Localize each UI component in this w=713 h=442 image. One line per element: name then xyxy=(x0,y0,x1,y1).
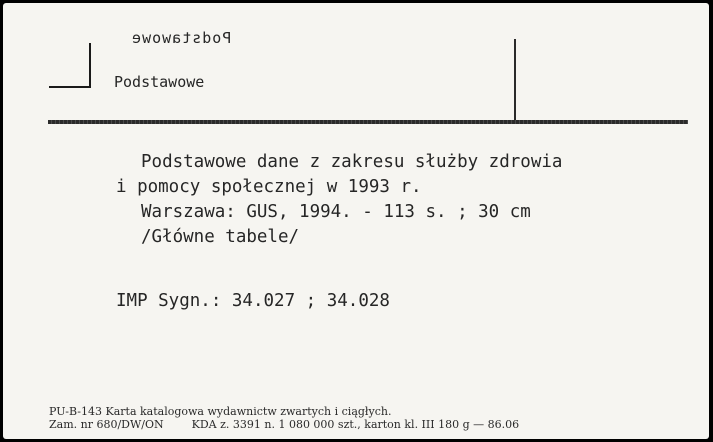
footer-line-1: PU-B-143 Karta katalogowa wydawnictw zwartych i ciągłych. xyxy=(49,405,392,418)
entry-title-line-2: i pomocy społecznej w 1993 r. xyxy=(116,177,422,197)
entry-series-line: /Główne tabele/ xyxy=(141,227,300,247)
vertical-divider xyxy=(514,39,516,121)
catalog-card xyxy=(3,3,709,439)
ghost-bleedthrough-text: Podstawowe xyxy=(131,29,232,47)
call-number-signature: IMP Sygn.: 34.027 ; 34.028 xyxy=(116,291,390,311)
corner-mark-vertical xyxy=(89,43,91,87)
card-heading: Podstawowe xyxy=(114,73,205,91)
corner-mark-horizontal xyxy=(49,86,91,88)
entry-imprint-line: Warszawa: GUS, 1994. - 113 s. ; 30 cm xyxy=(141,202,531,222)
entry-title-line-1: Podstawowe dane z zakresu służby zdrowia xyxy=(141,152,563,172)
horizontal-rule xyxy=(48,120,688,124)
footer-line-2: Zam. nr 680/DW/ON KDA z. 3391 n. 1 080 000 szt., karton kl. III 180 g — 86.06 xyxy=(49,418,520,431)
